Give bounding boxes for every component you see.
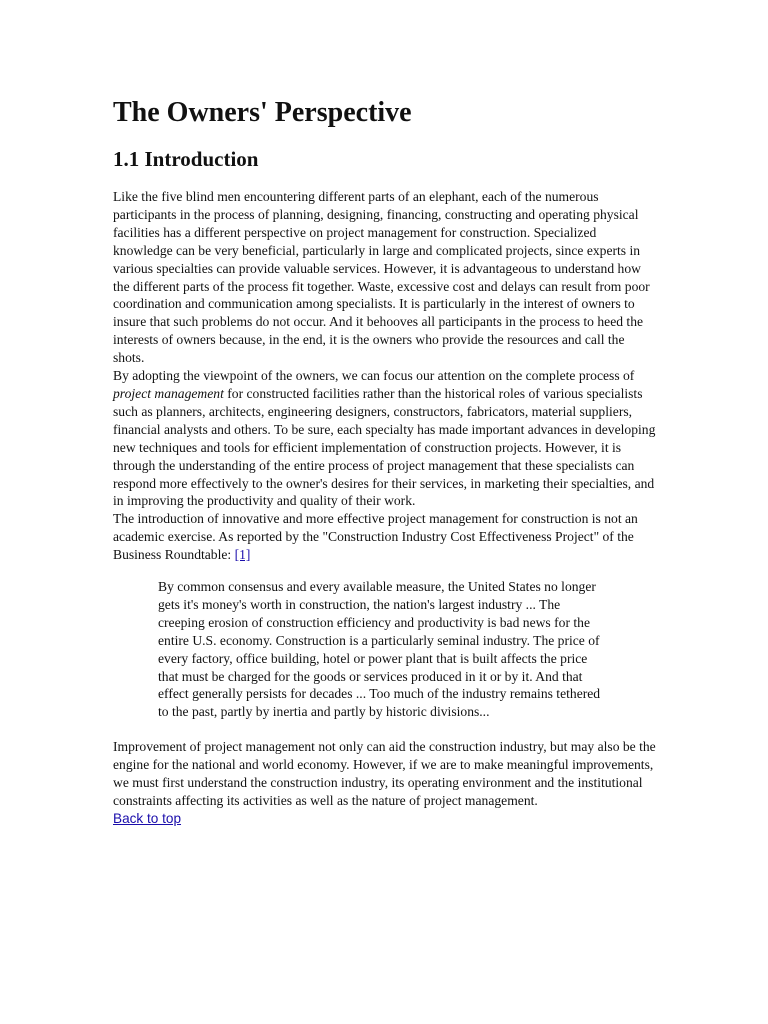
emphasis-project-management: project management — [113, 385, 224, 401]
section-heading: 1.1 Introduction — [113, 147, 259, 171]
reference-link[interactable]: [1] — [234, 547, 251, 563]
paragraph-owners-viewpoint — [113, 367, 658, 510]
paragraph-intro: Like the five blind men encountering different parts of an elephant, each of the numerous participants in the process of planning, designing, financing, constructing and operating physical facilities has a different perspective on project management for construction. Specialized knowledge can be very beneficial, particularly in large and complicated projects, since experts in various specialties can provide valuable services. However, it is advantageous to understand how the different parts of the process fit together. Waste, excessive cost and delays can result from poor coordination and communication among specialists. It is particularly in the interest of owners to insure that such problems do not occur. And it behooves all participants in the process to heed the interests of owners because, in the end, it is the owners who provide the resources and call the shots. — [113, 189, 650, 366]
back-to-top-link[interactable]: Back to top — [113, 810, 182, 826]
paragraph-text: for constructed facilities rather than the historical roles of various specialists such as planners, architects, engineering designers, constructors, fabricators, material suppliers, financial analysts and others. To be sure, each specialty has made important advances in developing new techniques and tools for efficient implementation of construction projects. However, it is through the understanding of the entire process of project management that these specialists can respond more effectively to the owner's desires for their services, in marketing their specialties, and in improving the productivity and quality of their work. — [113, 385, 656, 509]
paragraph-innovation — [113, 510, 658, 564]
business-roundtable-quote: By common consensus and every available measure, the United States no longer gets it's money's worth in construction, the nation's largest industry ... The creeping erosion of construction efficiency and productivity is bad news for the entire U.S. economy. Construction is a particularly seminal industry. The price of every factory, office building, hotel or power plant that is built affects the price that must be charged for the goods or services produced in it or by it. And that effect generally persists for decades ... Too much of the industry remains tethered to the past, partly by inertia and partly by historic divisions... — [158, 579, 601, 720]
document-content — [113, 96, 658, 828]
paragraph-text: The introduction of innovative and more effective project management for construction is not an academic exercise. As reported by the "Construction Industry Cost Effectiveness Project" of the Business Roundtable: — [113, 511, 638, 563]
paragraph-text: By adopting the viewpoint of the owners, we can focus our attention on the complete process of — [113, 368, 635, 384]
paragraph-improvement: Improvement of project management not only can aid the construction industry, but may also be the engine for the national and world economy. However, if we are to make meaningful improvements, we must first understand the construction industry, its operating environment and the institutional constraints affecting its activities as well as the nature of project management. — [113, 739, 656, 808]
page-title: The Owners' Perspective — [113, 97, 412, 128]
